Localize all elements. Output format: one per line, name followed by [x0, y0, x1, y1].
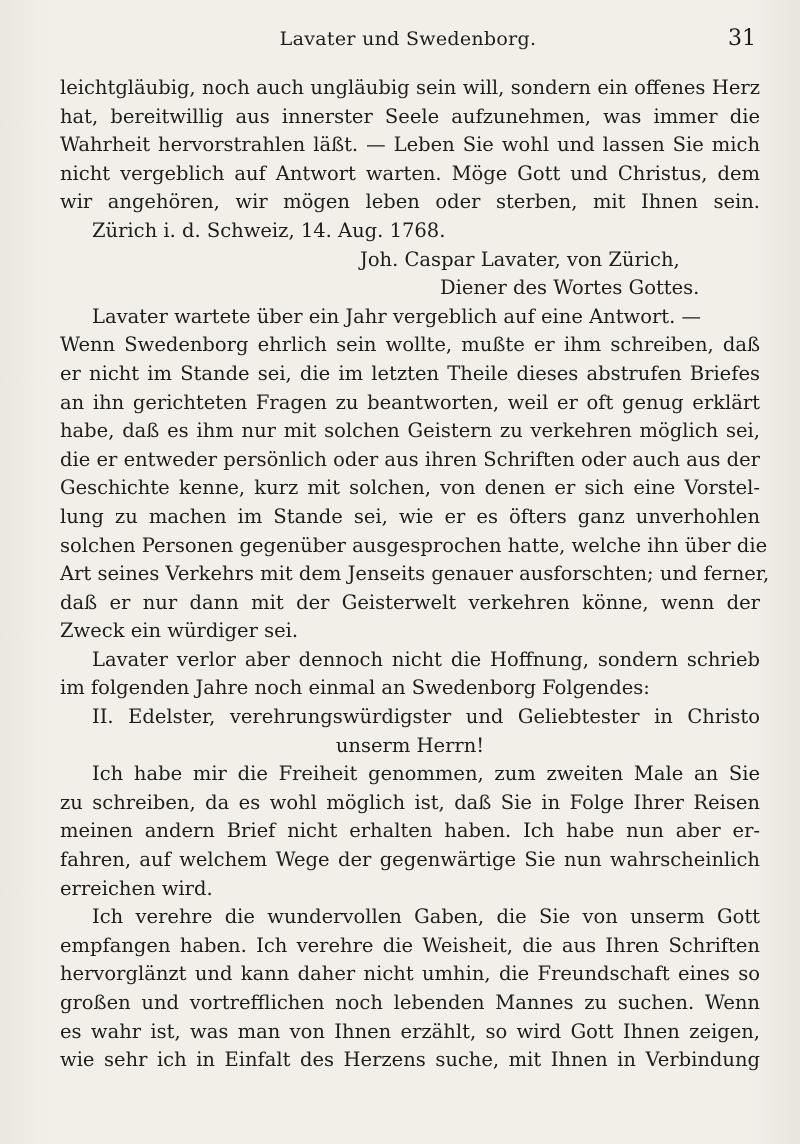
- text-line: Joh. Caspar Lavater, von Zürich,: [360, 247, 680, 271]
- text-line: Wenn Swedenborg ehrlich sein wollte, mußte er ihm schreiben, daß: [60, 333, 760, 357]
- text-line: zu schreiben, da es wohl möglich ist, daß Sie in Folge Ihrer Reisen: [60, 790, 760, 814]
- text-line: er nicht im Stande sei, die im letzten Theile dieses abstrufen Briefes: [60, 361, 760, 385]
- running-title: Lavater und Swedenborg.: [279, 28, 537, 50]
- text-line: unserm Herrn!: [335, 733, 485, 757]
- text-line: großen und vortrefflichen noch lebenden Mannes zu suchen. Wenn: [60, 991, 760, 1014]
- text-line: fahren, auf welchem Wege der gegenwärtige Sie nun wahrscheinlich: [60, 848, 760, 872]
- text-line: Zweck ein würdiger sei.: [60, 619, 299, 643]
- text-line: wir angehören, wir mögen leben oder sterben, mit Ihnen sein.: [60, 190, 760, 214]
- text-line: Ich verehre die wundervollen Gaben, die Sie von unserm Gott: [92, 905, 760, 929]
- text-line: hervorglänzt und kann daher nicht umhin, die Freundschaft eines so: [60, 962, 760, 986]
- text-line: Zürich i. d. Schweiz, 14. Aug. 1768.: [92, 218, 446, 242]
- text-line: solchen Personen gegenüber ausgesprochen hatte, welche ihn über die: [60, 533, 768, 557]
- body-text: [60, 74, 770, 1075]
- text-line: empfangen haben. Ich verehre die Weisheit, die aus Ihren Schriften: [60, 933, 760, 957]
- text-line: daß er nur dann mit der Geisterwelt verkehren könne, wenn der: [60, 590, 760, 614]
- text-line: Ich habe mir die Freiheit genommen, zum zweiten Male an Sie: [92, 762, 760, 786]
- text-line: Wahrheit hervorstrahlen läßt. — Leben Sie wohl und lassen Sie mich: [60, 133, 760, 157]
- text-line: lung zu machen im Stande sei, wie er es öfters ganz unverhohlen: [60, 504, 760, 528]
- text-line: an ihn gerichteten Fragen zu beantworten, weil er oft genug erklärt: [60, 390, 760, 414]
- text-line: meinen andern Brief nicht erhalten haben. Ich habe nun aber er-: [60, 819, 760, 843]
- text-line: Geschichte kenne, kurz mit solchen, von denen er sich eine Vorstel-: [60, 476, 760, 500]
- text-line: wie sehr ich in Einfalt des Herzens suche, mit Ihnen in Verbindung: [60, 1048, 760, 1072]
- text-line: Lavater verlor aber dennoch nicht die Hoffnung, sondern schrieb: [92, 647, 760, 671]
- text-line: erreichen wird.: [60, 876, 213, 900]
- text-line: im folgenden Jahre noch einmal an Swedenborg Folgendes:: [60, 676, 650, 700]
- text-line: Art seines Verkehrs mit dem Jenseits genauer ausforschten; und ferner,: [60, 562, 770, 586]
- text-line: Diener des Wortes Gottes.: [440, 276, 700, 300]
- text-line: nicht vergeblich auf Antwort warten. Möge Gott und Christus, dem: [60, 161, 760, 185]
- text-line: es wahr ist, was man von Ihnen erzählt, so wird Gott Ihnen zeigen,: [60, 1019, 760, 1043]
- text-line: hat, bereitwillig aus innerster Seele aufzunehmen, was immer die: [60, 104, 760, 128]
- text-line: II. Edelster, verehrungswürdigster und Geliebtester in Christo: [92, 705, 760, 729]
- text-line: Lavater wartete über ein Jahr vergeblich auf eine Antwort. —: [92, 304, 702, 328]
- text-line: leichtgläubig, noch auch ungläubig sein will, sondern ein offenes Herz: [60, 76, 760, 99]
- text-line: die er entweder persönlich oder aus ihren Schriften oder auch aus der: [60, 447, 760, 471]
- text-line: habe, daß es ihm nur mit solchen Geistern zu verkehren möglich sei,: [60, 419, 760, 443]
- page-number: 31: [728, 26, 756, 51]
- page-header: [60, 26, 756, 56]
